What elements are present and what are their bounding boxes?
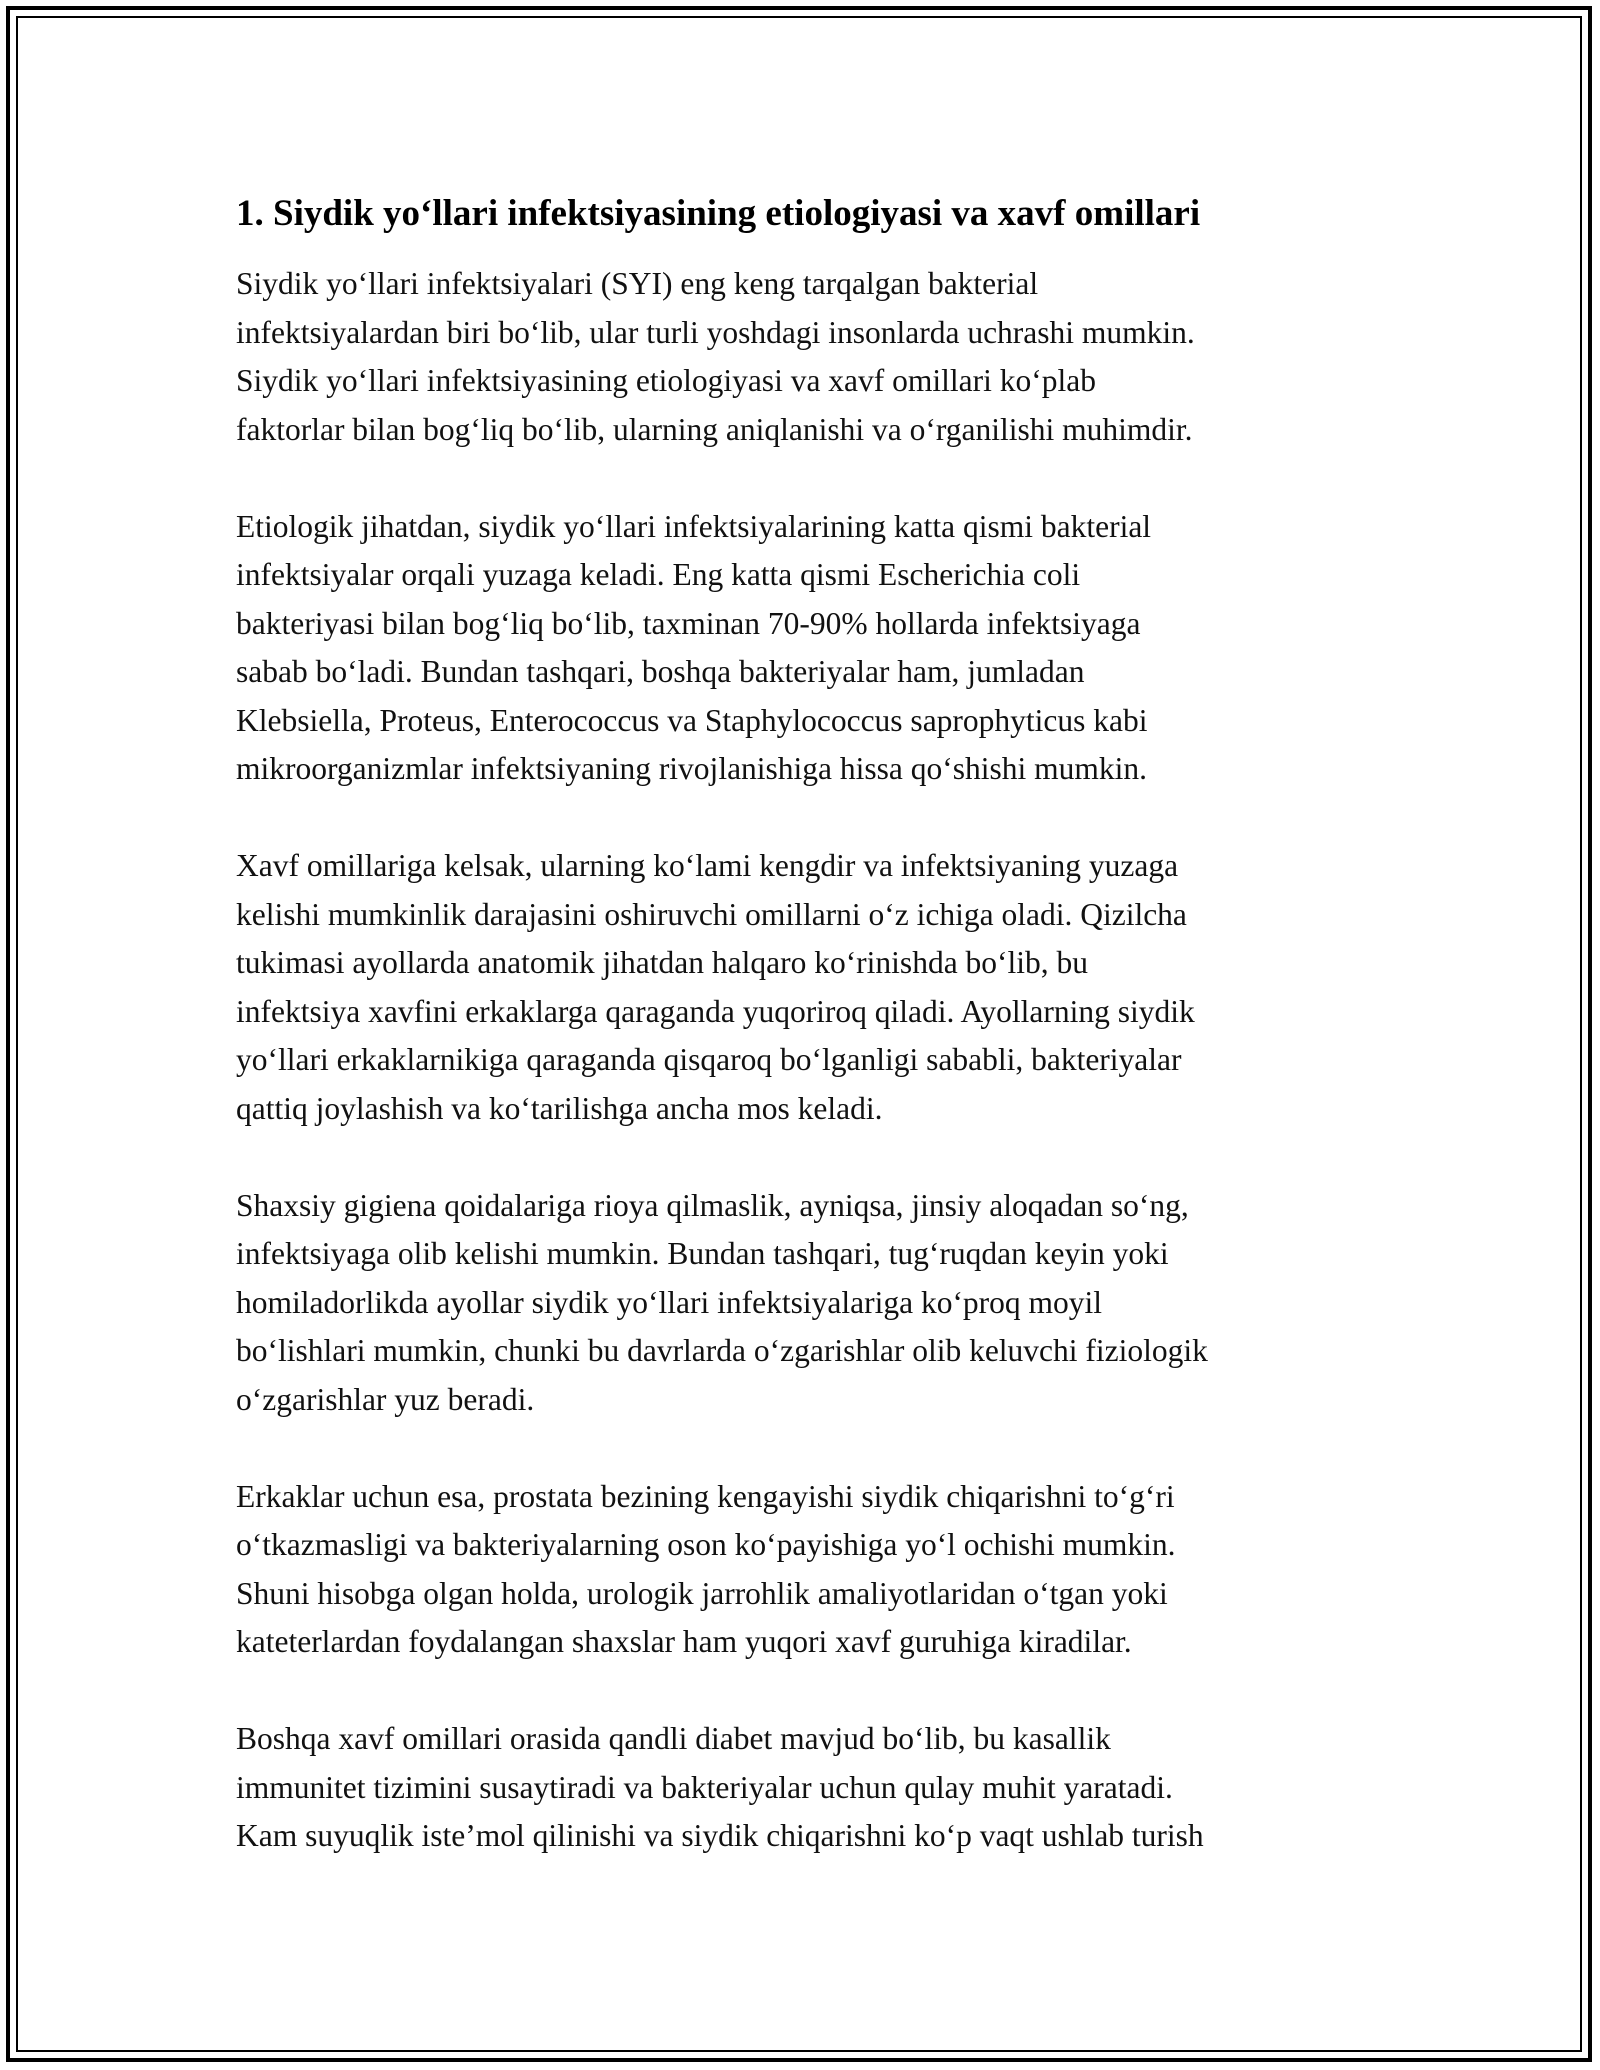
paragraph-4 (236, 1182, 1386, 1425)
paragraph-line: o‘zgarishlar yuz beradi. (236, 1381, 535, 1417)
paragraph-line: Shaxsiy gigiena qoidalariga rioya qilmaslik, ayniqsa, jinsiy aloqadan so‘ng, (236, 1187, 1189, 1223)
paragraph-line: Shuni hisobga olgan holda, urologik jarrohlik amaliyotlaridan o‘tgan yoki (236, 1575, 1168, 1611)
paragraph-line: qattiq joylashish va ko‘tarilishga ancha mos keladi. (236, 1090, 883, 1126)
paragraph-line: infektsiyalardan biri bo‘lib, ular turli yoshdagi insonlarda uchrashi mumkin. (236, 314, 1195, 350)
paragraph-line: bo‘lishlari mumkin, chunki bu davrlarda o‘zgarishlar olib keluvchi fiziologik (236, 1333, 1208, 1368)
paragraph-line: Kam suyuqlik iste’mol qilinishi va siydik chiqarishni ko‘p vaqt ushlab turish (236, 1818, 1204, 1853)
paragraph-line: Siydik yo‘llari infektsiyasining etiologiyasi va xavf omillari ko‘plab (236, 363, 1096, 398)
paragraph-line: tukimasi ayollarda anatomik jihatdan halqaro ko‘rinishda bo‘lib, bu (236, 945, 1089, 980)
paragraph-6 (236, 1715, 1386, 1861)
paragraph-line: kateterlardan foydalangan shaxslar ham yuqori xavf guruhiga kiradilar. (236, 1624, 1132, 1659)
paragraph-line: homiladorlikda ayollar siydik yo‘llari infektsiyalariga ko‘proq moyil (236, 1284, 1103, 1320)
paragraph-3 (236, 842, 1386, 1133)
paragraph-line: Etiologik jihatdan, siydik yo‘llari infektsiyalarining katta qismi bakterial (236, 508, 1152, 544)
section-heading: 1. Siydik yo‘llari infektsiyasining etiologiyasi va xavf omillari (236, 193, 1201, 234)
paragraph-line: kelishi mumkinlik darajasini oshiruvchi omillarni o‘z ichiga oladi. Qizilcha (236, 896, 1187, 932)
paragraph-line: infektsiyaga olib kelishi mumkin. Bundan tashqari, tug‘ruqdan keyin yoki (236, 1236, 1169, 1271)
paragraph-5 (236, 1473, 1386, 1667)
paragraph-line: o‘tkazmasligi va bakteriyalarning oson ko‘payishiga yo‘l ochishi mumkin. (236, 1527, 1176, 1562)
paragraph-1 (236, 260, 1386, 454)
paragraph-2 (236, 503, 1386, 794)
paragraph-line: Siydik yo‘llari infektsiyalari (SYI) eng keng tarqalgan bakterial (236, 266, 1039, 301)
paragraph-line: infektsiya xavfini erkaklarga qaraganda yuqoriroq qiladi. Ayollarning siydik (236, 993, 1195, 1029)
paragraph-line: yo‘llari erkaklarnikiga qaraganda qisqaroq bo‘lganligi sababli, bakteriyalar (236, 1042, 1182, 1077)
paragraph-line: infektsiyalar orqali yuzaga keladi. Eng katta qismi Escherichia coli (236, 557, 1081, 592)
paragraph-line: mikroorganizmlar infektsiyaning rivojlanishiga hissa qo‘shishi mumkin. (236, 751, 1148, 786)
paragraph-line: faktorlar bilan bog‘liq bo‘lib, ularning aniqlanishi va o‘rganilishi muhimdir. (236, 411, 1193, 447)
paragraph-line: sabab bo‘ladi. Bundan tashqari, boshqa bakteriyalar ham, jumladan (236, 654, 1085, 689)
paragraph-line: bakteriyasi bilan bog‘liq bo‘lib, taxminan 70-90% hollarda infektsiyaga (236, 605, 1141, 641)
paragraph-line: Klebsiella, Proteus, Enterococcus va Staphylococcus saprophyticus kabi (236, 702, 1148, 738)
paragraph-line: Xavf omillariga kelsak, ularning ko‘lami kengdir va infektsiyaning yuzaga (236, 848, 1179, 883)
paragraph-line: Boshqa xavf omillari orasida qandli diabet mavjud bo‘lib, bu kasallik (236, 1721, 1111, 1756)
paragraph-line: immunitet tizimini susaytiradi va bakteriyalar uchun qulay muhit yaratadi. (236, 1769, 1173, 1805)
paragraph-line: Erkaklar uchun esa, prostata bezining kengayishi siydik chiqarishni to‘g‘ri (236, 1478, 1175, 1514)
document-body (236, 186, 1386, 1909)
